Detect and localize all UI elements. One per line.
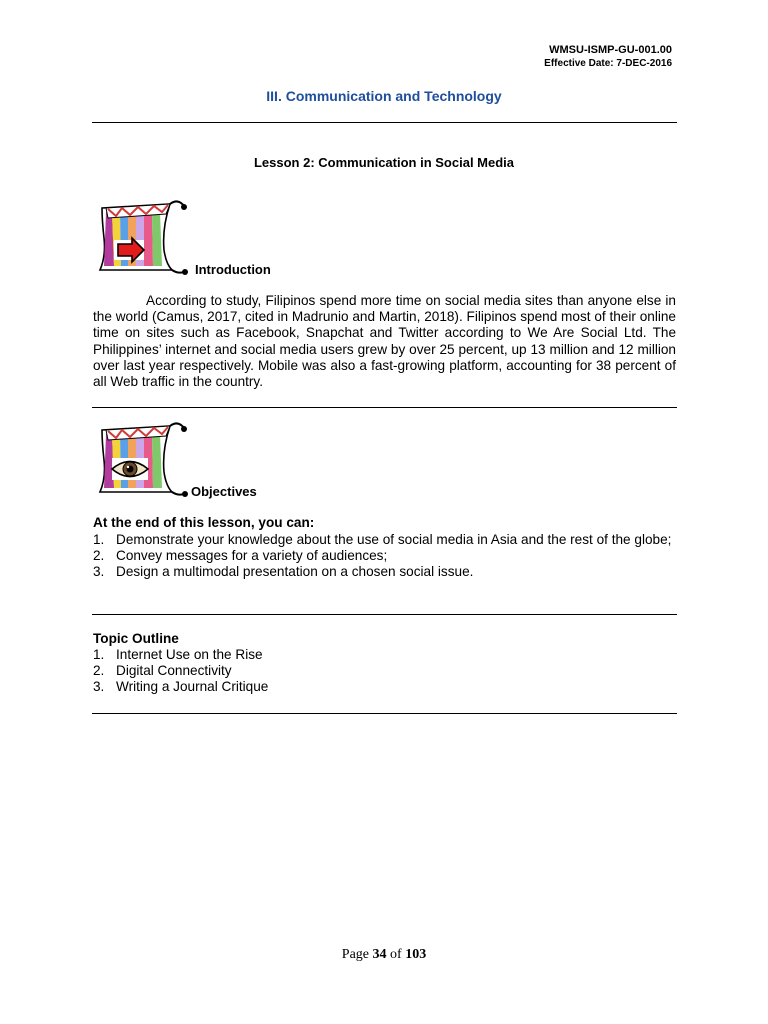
topic-outline-heading: Topic Outline — [93, 631, 179, 646]
eye-banner-icon — [96, 422, 190, 500]
list-item-number: 1. — [93, 532, 105, 547]
list-item-number: 3. — [93, 679, 105, 695]
objectives-list — [93, 532, 678, 581]
list-item — [93, 647, 678, 663]
introduction-text: According to study, Filipinos spend more time on social media sites than anyone else in the world (Camus, 2017, cited in Madrunio and Martin, 2018). Filipinos spend most of their online time on sites such as Facebook, Snapchat and Twitter according to We Are Social Ltd. The Philippines’ internet and social media users grew by over 25 percent, up 13 million and 12 million over last year respectively. Mobile was also a fast-growing platform, accounting for 38 percent of all Web traffic in the country. — [93, 293, 676, 390]
divider — [92, 407, 677, 408]
divider — [92, 713, 677, 714]
list-item-number: 2. — [93, 663, 105, 679]
list-item — [93, 564, 678, 580]
list-item — [93, 548, 678, 564]
document-code: WMSU-ISMP-GU-001.00 — [549, 44, 672, 56]
page-word: Page — [341, 947, 370, 962]
section-title: III. Communication and Technology — [266, 88, 502, 104]
list-item-number: 3. — [93, 564, 105, 580]
objectives-heading: Objectives — [191, 484, 257, 499]
list-item-text: Writing a Journal Critique — [116, 679, 269, 695]
current-page: 34 — [372, 947, 387, 962]
introduction-paragraph — [93, 293, 676, 390]
divider — [92, 122, 677, 123]
effective-date: Effective Date: 7-DEC-2016 — [544, 58, 672, 69]
list-item — [93, 532, 678, 548]
list-item-text: Demonstrate your knowledge about the use of social media in Asia and the rest of the globe; — [116, 532, 672, 547]
of-word: of — [390, 947, 402, 962]
list-item — [93, 663, 678, 679]
list-item-text: Convey messages for a variety of audiences; — [116, 548, 388, 564]
list-item — [93, 679, 678, 695]
lesson-title: Lesson 2: Communication in Social Media — [253, 155, 515, 170]
list-item-text: Digital Connectivity — [116, 663, 232, 679]
objectives-intro: At the end of this lesson, you can: — [93, 515, 315, 530]
page-number — [0, 947, 768, 963]
total-pages: 103 — [405, 947, 427, 962]
list-item-number: 2. — [93, 548, 105, 564]
topic-outline-list — [93, 647, 678, 696]
divider — [92, 614, 677, 615]
list-item-text: Internet Use on the Rise — [116, 647, 263, 662]
list-item-text: Design a multimodal presentation on a chosen social issue. — [116, 564, 474, 580]
introduction-heading: Introduction — [195, 262, 271, 277]
list-item-number: 1. — [93, 647, 105, 662]
arrow-banner-icon — [96, 200, 190, 278]
